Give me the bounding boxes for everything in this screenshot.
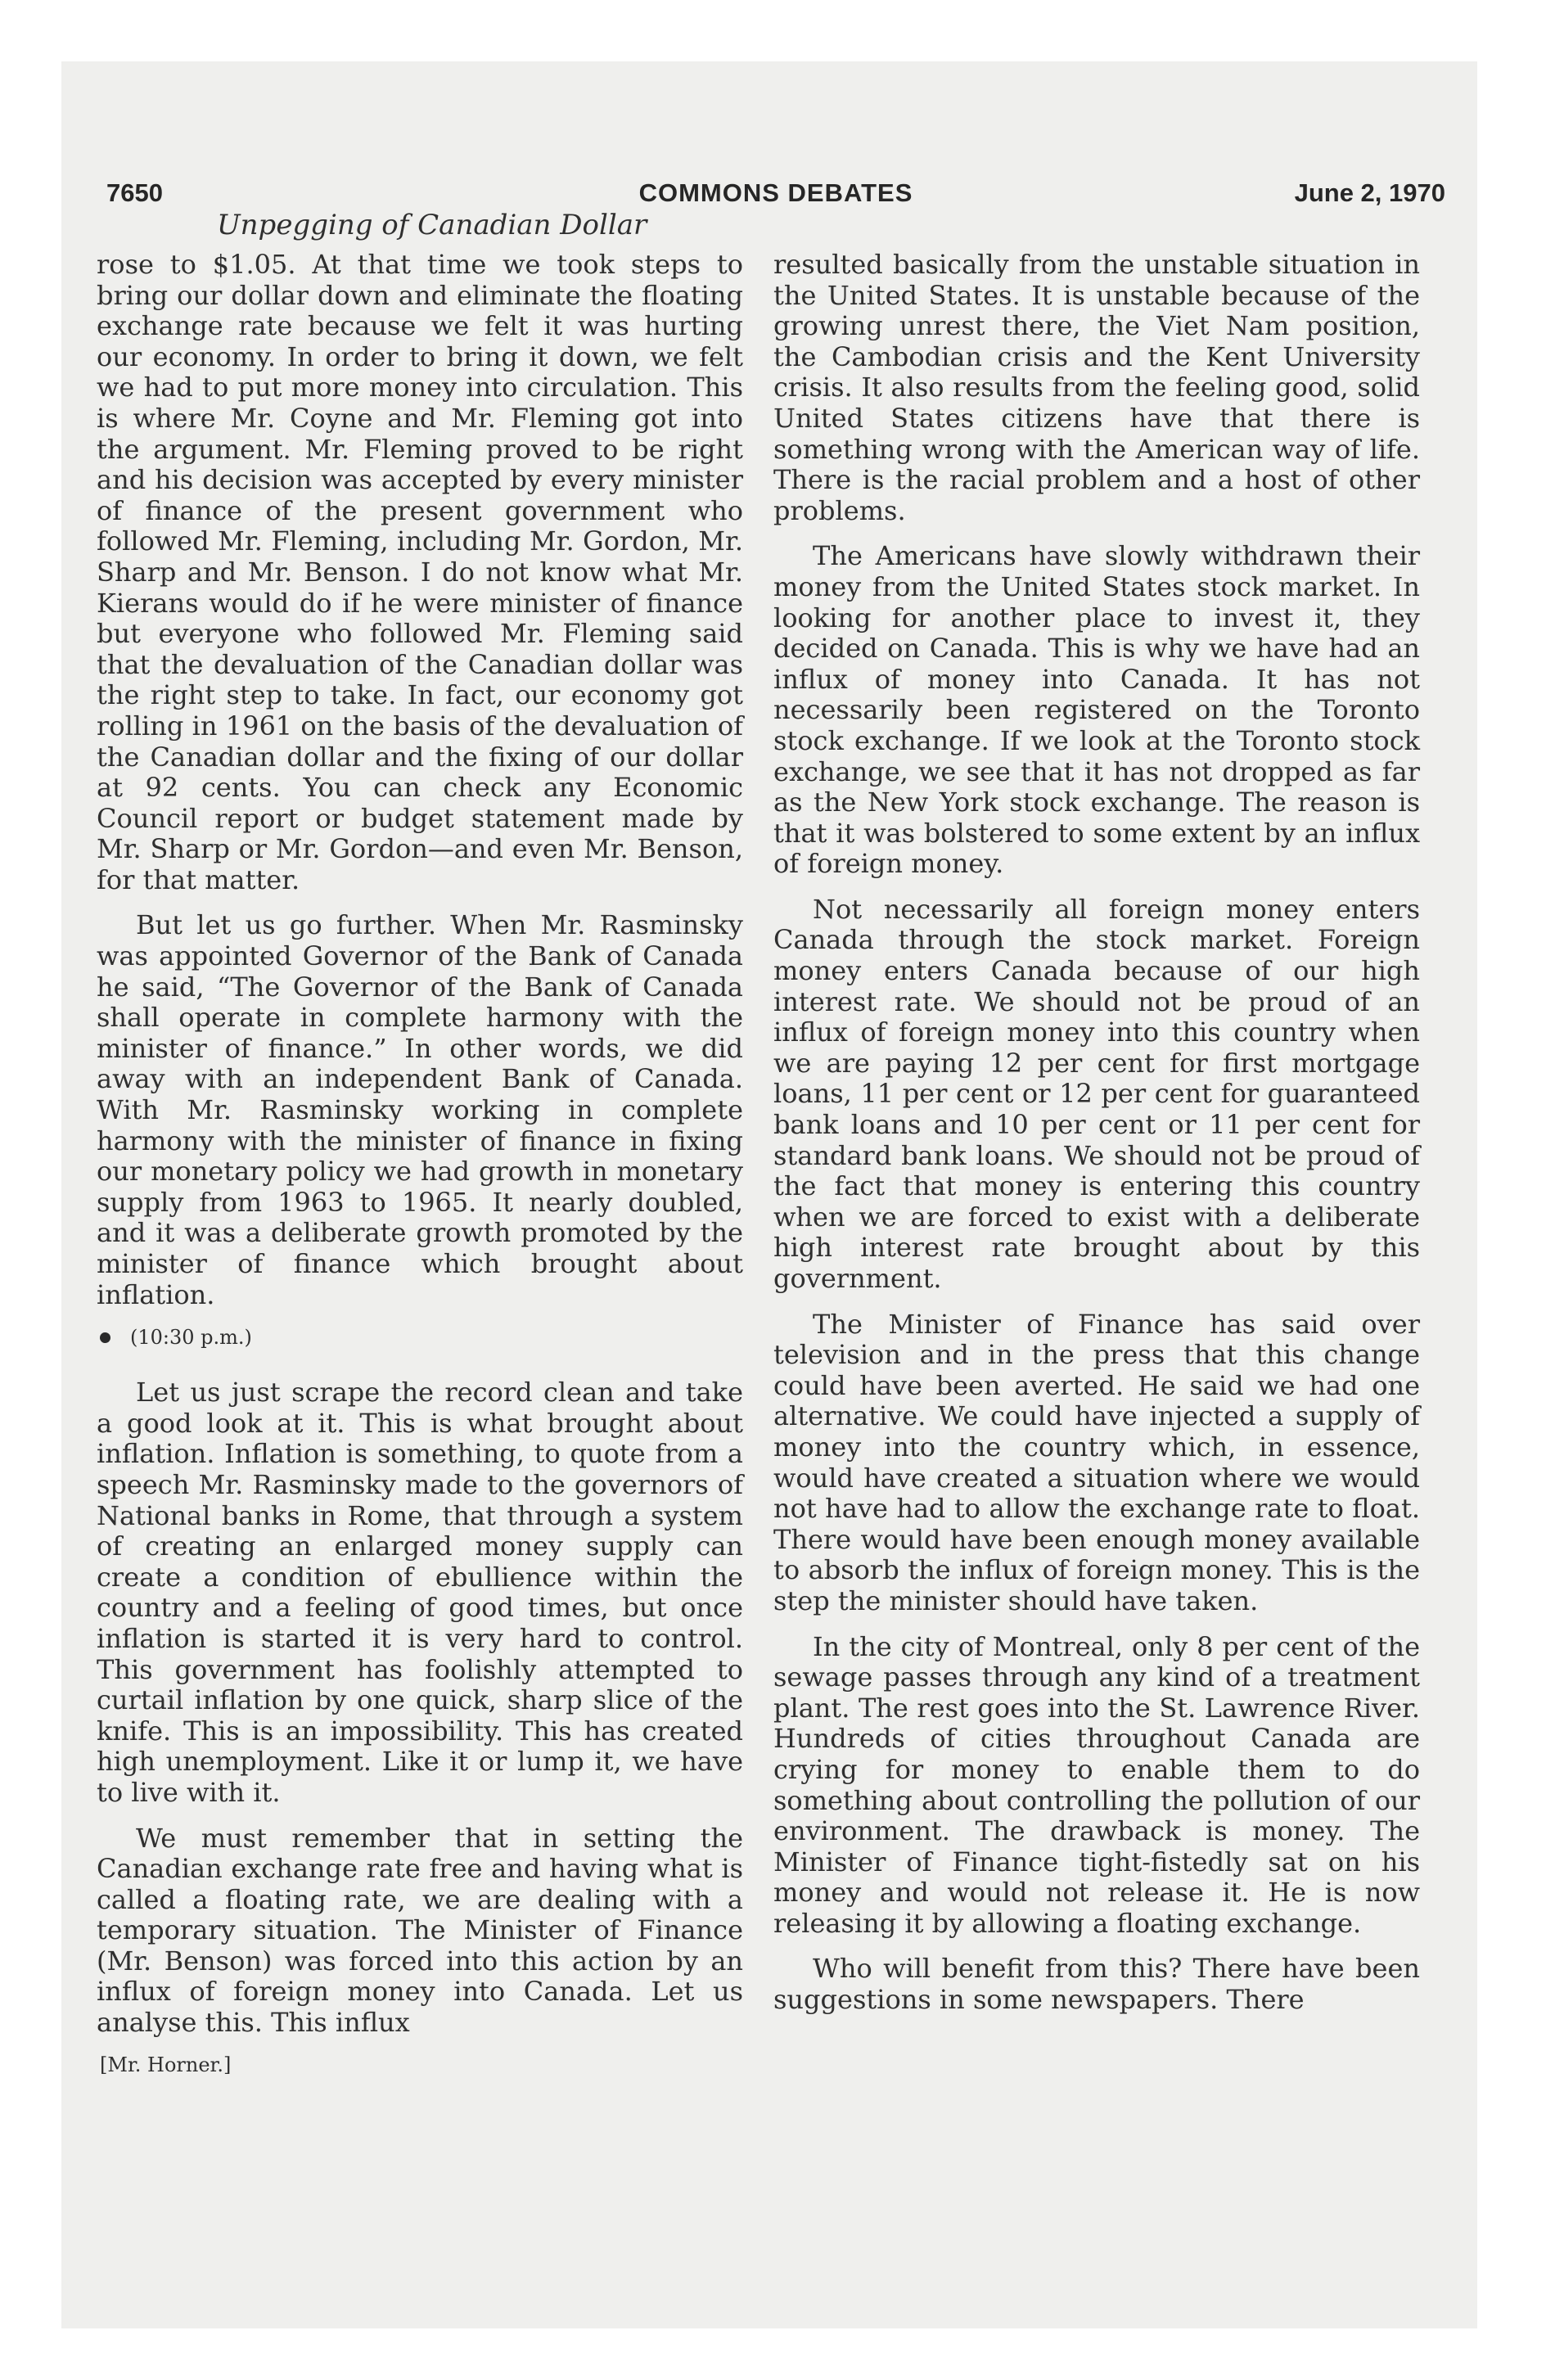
paragraph: But let us go further. When Mr. Rasminsky was appointed Governor of the Bank of Canada he said, “The Governor of the Bank of Canada shall operate in complete harmony with the minister of finance.” In other words, we did away with an independent Bank of Canada. With Mr. Rasminsky working in complete harmony with the minister of finance in fixing our monetary policy we had growth in monetary supply from 1963 to 1965. It nearly doubled, and it was a deliberate growth promoted by the minister of finance which brought about inflation. xyxy=(97,909,743,1310)
paragraph: The Americans have slowly withdrawn their money from the United States stock market. In looking for another place to invest it, they decided on Canada. This is why we have had an influx of money into Canada. It has not necessarily been registered on the Toronto stock exchange. If we look at the Toronto stock exchange, we see that it has not dropped as far as the New York stock exchange. The reason is that it was bolstered to some extent by an influx of foreign money. xyxy=(773,540,1420,880)
time-marker xyxy=(97,1325,743,1350)
time-marker-text: (10:30 p.m.) xyxy=(130,1326,252,1350)
publication-title: COMMONS DEBATES xyxy=(638,178,913,207)
paragraph: We must remember that in setting the Canadian exchange rate free and having what is called a floating rate, we are dealing with a temporary situation. The Minister of Finance (Mr. Benson) was forced into this action by an influx of foreign money into Canada. Let us analyse this. This influx xyxy=(97,1822,743,2039)
paragraph: rose to $1.05. At that time we took steps to bring our dollar down and eliminate the floating exchange rate because we felt it was hurting our economy. In order to bring it down, we felt we had to put more money into circulation. This is where Mr. Coyne and Mr. Fleming got into the argument. Mr. Fleming proved to be right and his decision was accepted by every minister of finance of the present government who followed Mr. Fleming, including Mr. Gordon, Mr. Sharp and Mr. Benson. I do not know what Mr. Kierans would do if he were minister of finance but everyone who followed Mr. Fleming said that the devaluation of the Canadian dollar was the right step to take. In fact, our economy got rolling in 1961 on the basis of the devaluation of the Canadian dollar and the fixing of our dollar at 92 cents. You can check any Economic Council report or budget statement made by Mr. Sharp or Mr. Gordon—and even Mr. Benson, for that matter. xyxy=(97,249,743,895)
speaker-attribution: [Mr. Horner.] xyxy=(100,2053,232,2076)
paragraph: Let us just scrape the record clean and take a good look at it. This is what brought about inflation. Inflation is something, to quote from a speech Mr. Rasminsky made to the governors of National banks in Rome, that through a system of creating an enlarged money supply can create a condition of ebullience within the country and a feeling of good times, but once inflation is started it is very hard to control. This government has foolishly attempted to curtail inflation by one quick, sharp slice of the knife. This is an impossibility. This has created high unemployment. Like it or lump it, we have to live with it. xyxy=(97,1377,743,1808)
running-title: Unpegging of Canadian Dollar xyxy=(217,209,647,241)
page-number: 7650 xyxy=(106,178,163,207)
page-date: June 2, 1970 xyxy=(1294,178,1445,207)
paragraph: Who will benefit from this? There have been suggestions in some newspapers. There xyxy=(773,1953,1420,2016)
paragraph: The Minister of Finance has said over television and in the press that this change could have been averted. He said we had one alternative. We could have injected a supply of money into the country which, in essence, would have created a situation where we would not have had to allow the exchange rate to float. There would have been enough money available to absorb the influx of foreign money. This is the step the minister should have taken. xyxy=(773,1308,1420,1616)
left-column xyxy=(97,250,743,2076)
paragraph: In the city of Montreal, only 8 per cent of the sewage passes through any kind of a treatment plant. The rest goes into the St. Lawrence River. Hundreds of cities throughout Canada are crying for money to enable them to do something about controlling the pollution of our environment. The drawback is money. The Minister of Finance tight-fistedly sat on his money and would not release it. He is now releasing it by allowing a floating exchange. xyxy=(773,1630,1420,1939)
bullet-icon xyxy=(100,1332,110,1343)
paragraph: Not necessarily all foreign money enters Canada through the stock market. Foreign money enters Canada because of our high interest rate. We should not be proud of an influx of foreign money into this country when we are paying 12 per cent for first mortgage loans, 11 per cent or 12 per cent for guaranteed bank loans and 10 per cent or 11 per cent for standard bank loans. We should not be proud of the fact that money is entering this country when we are forced to exist with a deliberate high interest rate brought about by this government. xyxy=(773,893,1420,1294)
paragraph: resulted basically from the unstable situation in the United States. It is unstable because of the growing unrest there, the Viet Nam position, the Cambodian crisis and the Kent University crisis. It also results from the feeling good, solid United States citizens have that there is something wrong with the American way of life. There is the racial problem and a host of other problems. xyxy=(773,249,1420,526)
right-column xyxy=(773,250,1420,2031)
